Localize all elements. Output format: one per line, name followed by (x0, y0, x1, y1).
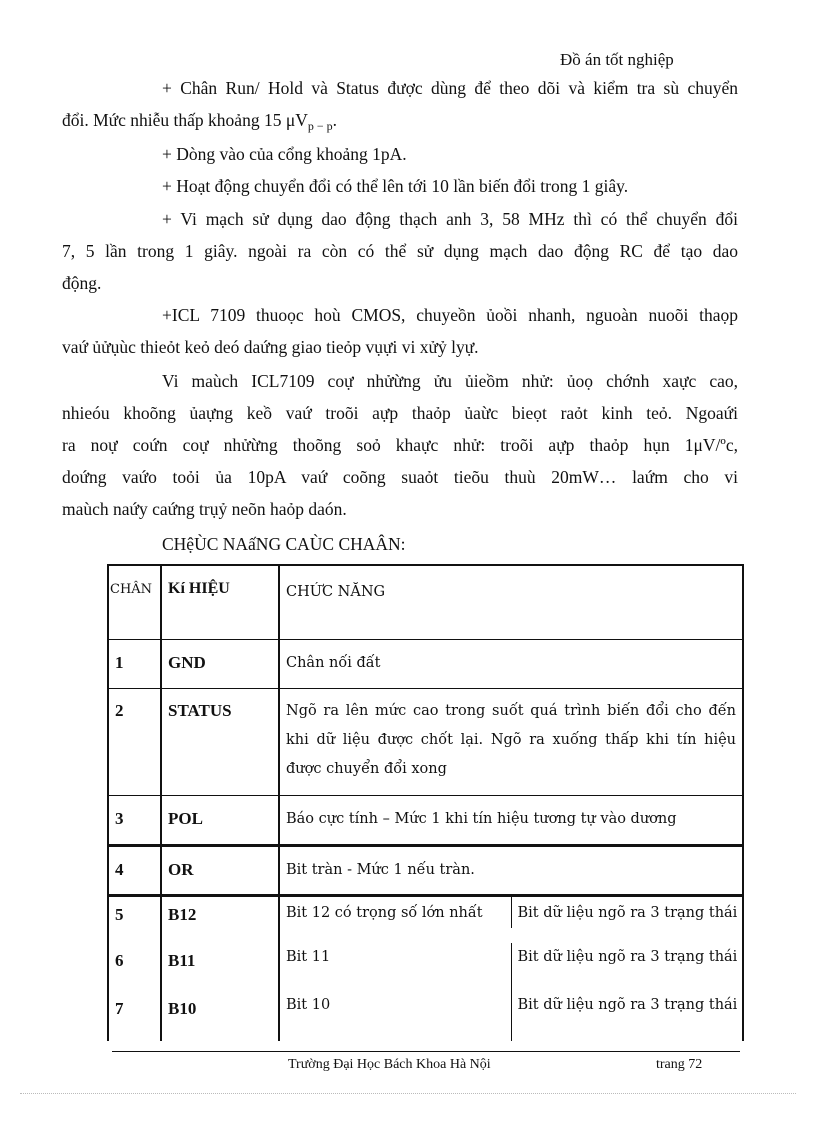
text-line: maùch naứy caứng trụỷ neõn haỏp daón. (62, 499, 347, 519)
pin-function-table (107, 564, 744, 1041)
subscript: p − p (307, 119, 333, 133)
pin-note: Bit dữ liệu ngõ ra 3 trạng thái (517, 949, 738, 965)
footer-divider (112, 1051, 740, 1052)
table-row (108, 688, 743, 795)
pin-note: Bit dữ liệu ngõ ra 3 trạng thái (517, 904, 738, 921)
text-line: +ICL 7109 thuoọc hoù CMOS, chuyeồn ủoồi nhanh, nguoàn nuoõi thaọp (162, 305, 738, 325)
header-function: CHỨC NĂNG (279, 565, 743, 639)
pin-function-cell (279, 895, 743, 943)
pin-number: 4 (108, 845, 161, 895)
pin-number: 7 (108, 991, 161, 1041)
paragraph-crystal (62, 203, 738, 299)
pin-number: 5 (108, 895, 161, 943)
pin-number: 6 (108, 943, 161, 991)
pin-symbol: B12 (161, 895, 279, 943)
text-fragment: . (332, 110, 338, 130)
pin-function-cell (279, 991, 743, 1041)
pin-number: 3 (108, 795, 161, 845)
text-line: động. (62, 273, 102, 293)
table-row (108, 943, 743, 991)
text-line: + Chân Run/ Hold và Status được dùng để theo dõi và kiểm tra sù chuyển (162, 78, 738, 98)
pin-function: Báo cực tính – Mức 1 khi tín hiệu tương tự vào dương (279, 795, 743, 845)
pin-function-cell (279, 943, 743, 991)
split-cell (286, 897, 742, 928)
footer-page-number: trang 72 (656, 1057, 703, 1072)
footer-school: Trường Đại Học Bách Khoa Hà Nội (288, 1057, 491, 1072)
page-edge-divider (20, 1093, 796, 1094)
pin-function: Bit 10 (286, 991, 512, 1041)
pin-symbol: POL (161, 795, 279, 845)
pin-note: Bit dữ liệu ngõ ra 3 trạng thái (517, 997, 738, 1013)
pin-symbol: STATUS (161, 688, 279, 795)
text-line (62, 104, 738, 142)
text-fragment: đổi. Mức nhiễu thấp khoảng 15 μV (62, 110, 308, 130)
text-line: nhieóu khoõng ủaựng keồ vaứ troõi aựp thaỏp ủaừc bieọt raỏt kinh teỏ. Ngoaứi (62, 403, 738, 423)
section-caption: CHệÙC NAấNG CAÙC CHAÂN: (162, 534, 406, 554)
pin-function: Bit 11 (286, 943, 512, 991)
pin-function: Bit tràn - Mức 1 nếu tràn. (279, 845, 743, 895)
header-pin: CHÂN (108, 565, 161, 639)
text-line: ra noự coứn coự nhửừng thoõng soỏ khaực nhử: troõi aựp thaỏp hụn 1μV/ºc, (62, 435, 738, 455)
paragraph-input-current (112, 138, 738, 170)
text-line: + Vi mạch sử dụng dao động thạch anh 3, 58 MHz thì có thể chuyển đổi (162, 209, 738, 229)
header-symbol: Kí HIỆU (161, 565, 279, 639)
text-line: 7, 5 lần trong 1 giây. ngoài ra còn có thể sử dụng mạch dao động RC để tạo dao (62, 241, 738, 261)
pin-number: 1 (108, 639, 161, 688)
table-row (108, 639, 743, 688)
pin-symbol: OR (161, 845, 279, 895)
text-line: + Hoạt động chuyển đổi có thể lên tới 10 lần biến đổi trong 1 giây. (162, 176, 629, 196)
table-row (108, 845, 743, 895)
pin-function: Chân nối đất (279, 639, 743, 688)
page-header-title: Đồ án tốt nghiệp (560, 50, 674, 69)
text-line: Vi maùch ICL7109 coự nhửừng ửu ủieồm nhử: ủoọ chớnh xaực cao, (162, 371, 738, 391)
text-line: vaứ ủửụùc thieỏt keỏ deó daứng giao tieỏp vụựi vi xửỷ lyự. (62, 337, 479, 357)
text-line: + Dòng vào của cổng khoảng 1pA. (162, 144, 407, 164)
table-row (108, 895, 743, 943)
table-row (108, 795, 743, 845)
pin-symbol: B11 (161, 943, 279, 991)
paragraph-advantages (62, 365, 738, 525)
paragraph-cmos (62, 299, 738, 363)
table-row (108, 991, 743, 1041)
pin-function: Bit 12 có trọng số lớn nhất (286, 897, 512, 928)
pin-symbol: GND (161, 639, 279, 688)
pin-number: 2 (108, 688, 161, 795)
paragraph-conversion-rate (112, 170, 738, 202)
split-cell (286, 943, 742, 991)
paragraph-run-hold (62, 72, 738, 142)
split-cell (286, 991, 742, 1041)
pin-function: Ngõ ra lên mức cao trong suốt quá trình biến đổi cho đến khi dữ liệu được chốt lại. Ngõ ra xuống thấp khi tín hiệu được chuyển đổi xong (279, 688, 743, 795)
pin-symbol: B10 (161, 991, 279, 1041)
text-line: doứng vaứo toỏi ủa 10pA vaứ coõng suaỏt tieõu thuù 20mW… laứm cho vi (62, 467, 738, 487)
table-header-row (108, 565, 743, 639)
